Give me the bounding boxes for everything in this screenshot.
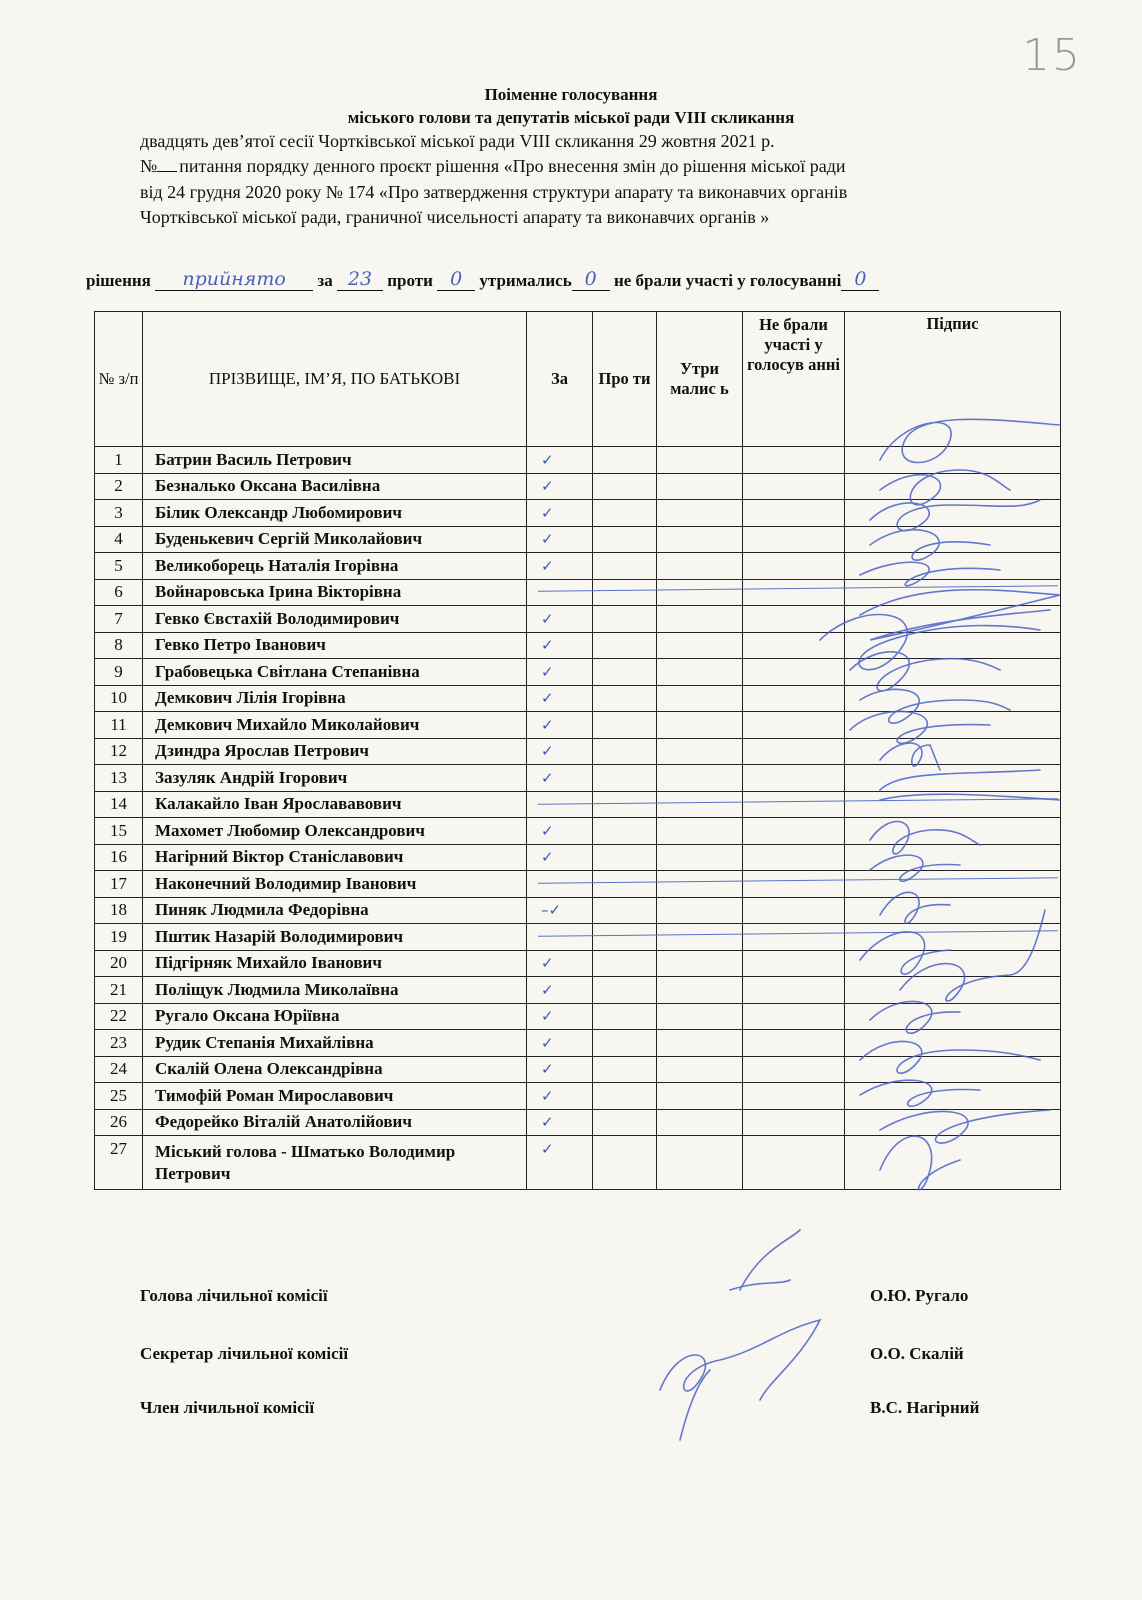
row-not-voted: [743, 500, 845, 527]
row-signature: [845, 500, 1061, 527]
row-not-voted: [743, 1030, 845, 1057]
row-abstained: [657, 632, 743, 659]
not-voted-count: 0: [841, 268, 879, 291]
row-for-mark: ✓: [527, 712, 593, 739]
row-not-voted: [743, 1056, 845, 1083]
table-row: [95, 1109, 1061, 1136]
row-signature: [845, 897, 1061, 924]
row-for-mark: ✓: [527, 818, 593, 845]
row-signature: [845, 871, 1061, 898]
member-role: Член лічильної комісії: [140, 1398, 315, 1417]
row-signature: [845, 977, 1061, 1004]
table-row: [95, 447, 1061, 474]
chair-name: О.Ю. Ругало: [870, 1286, 969, 1305]
row-against: [593, 632, 657, 659]
table-row: [95, 526, 1061, 553]
row-signature: [845, 1083, 1061, 1110]
row-against: [593, 1056, 657, 1083]
signature-scribble: [730, 1230, 800, 1290]
row-number: 27: [95, 1136, 143, 1190]
secretary-role: Секретар лічильної комісії: [140, 1344, 349, 1363]
row-not-voted: [743, 473, 845, 500]
row-against: [593, 765, 657, 792]
row-against: [593, 553, 657, 580]
row-abstained: [657, 897, 743, 924]
table-row: [95, 950, 1061, 977]
table-row: [95, 1083, 1061, 1110]
row-against: [593, 897, 657, 924]
row-signature: [845, 685, 1061, 712]
row-against: [593, 1030, 657, 1057]
row-for-mark: [527, 871, 593, 898]
header-name: ПРІЗВИЩЕ, ІМ’Я, ПО БАТЬКОВІ: [143, 312, 527, 447]
row-against: [593, 871, 657, 898]
row-abstained: [657, 473, 743, 500]
row-number: 19: [95, 924, 143, 951]
row-not-voted: [743, 447, 845, 474]
row-number: 8: [95, 632, 143, 659]
item-number-prefix: №: [140, 156, 158, 176]
row-number: 13: [95, 765, 143, 792]
table-row: [95, 924, 1061, 951]
row-name: Підгірняк Михайло Іванович: [143, 950, 527, 977]
row-number: 14: [95, 791, 143, 818]
table-row: [95, 1030, 1061, 1057]
row-for-mark: ✓: [527, 765, 593, 792]
row-against: [593, 579, 657, 606]
row-against: [593, 659, 657, 686]
header-signature: Підпис: [845, 312, 1061, 447]
row-for-mark: ✓: [527, 1003, 593, 1030]
row-not-voted: [743, 950, 845, 977]
row-against: [593, 685, 657, 712]
row-against: [593, 844, 657, 871]
row-number: 20: [95, 950, 143, 977]
row-not-voted: [743, 738, 845, 765]
row-for-mark: ✓: [527, 738, 593, 765]
row-number: 12: [95, 738, 143, 765]
row-for-mark: ✓: [527, 844, 593, 871]
row-name: Великоборець Наталія Ігорівна: [143, 553, 527, 580]
row-number: 7: [95, 606, 143, 633]
row-for-mark: ✓: [527, 977, 593, 1004]
row-abstained: [657, 712, 743, 739]
row-name: Махомет Любомир Олександрович: [143, 818, 527, 845]
row-number: 2: [95, 473, 143, 500]
row-name: Нагірний Віктор Станіславович: [143, 844, 527, 871]
row-for-mark: ✓: [527, 447, 593, 474]
row-signature: [845, 447, 1061, 474]
row-name: Калакайло Іван Ярослававович: [143, 791, 527, 818]
row-against: [593, 1003, 657, 1030]
table-row: [95, 579, 1061, 606]
row-name: Демкович Михайло Миколайович: [143, 712, 527, 739]
document-title: Поіменне голосування: [484, 85, 658, 104]
abstained-count: 0: [572, 268, 610, 291]
row-number: 18: [95, 897, 143, 924]
row-against: [593, 950, 657, 977]
row-against: [593, 977, 657, 1004]
row-not-voted: [743, 685, 845, 712]
agenda-item-line-3: Чортківської міської ради, граничної чисельності апарату та виконавчих органів »: [140, 207, 770, 227]
header-abstained: Утри малис ь: [657, 312, 743, 447]
row-against: [593, 606, 657, 633]
table-row: [95, 818, 1061, 845]
row-abstained: [657, 977, 743, 1004]
document-subtitle: міського голови та депутатів міської ради VIII скликання: [347, 108, 795, 127]
row-abstained: [657, 447, 743, 474]
row-name: Пиняк Людмила Федорівна: [143, 897, 527, 924]
table-row: [95, 473, 1061, 500]
abstained-label: утримались: [479, 271, 572, 290]
row-not-voted: [743, 526, 845, 553]
row-signature: [845, 950, 1061, 977]
row-signature: [845, 659, 1061, 686]
row-number: 1: [95, 447, 143, 474]
row-for-mark: –✓: [527, 897, 593, 924]
row-number: 23: [95, 1030, 143, 1057]
row-signature: [845, 553, 1061, 580]
row-number: 17: [95, 871, 143, 898]
table-row: [95, 1003, 1061, 1030]
row-for-mark: ✓: [527, 553, 593, 580]
row-name: Пштик Назарій Володимирович: [143, 924, 527, 951]
row-signature: [845, 924, 1061, 951]
row-signature: [845, 791, 1061, 818]
row-number: 5: [95, 553, 143, 580]
table-row: [95, 632, 1061, 659]
row-for-mark: ✓: [527, 500, 593, 527]
row-against: [593, 526, 657, 553]
row-signature: [845, 1136, 1061, 1190]
row-for-mark: ✓: [527, 473, 593, 500]
header-against: Про ти: [593, 312, 657, 447]
row-number: 22: [95, 1003, 143, 1030]
row-against: [593, 712, 657, 739]
row-signature: [845, 1109, 1061, 1136]
row-abstained: [657, 1136, 743, 1190]
row-abstained: [657, 1056, 743, 1083]
table-row: [95, 685, 1061, 712]
row-number: 3: [95, 500, 143, 527]
row-signature: [845, 579, 1061, 606]
row-against: [593, 1109, 657, 1136]
row-abstained: [657, 738, 743, 765]
row-for-mark: ✓: [527, 685, 593, 712]
row-not-voted: [743, 1003, 845, 1030]
row-abstained: [657, 685, 743, 712]
row-name: Войнаровська Ірина Вікторівна: [143, 579, 527, 606]
row-against: [593, 447, 657, 474]
row-signature: [845, 1003, 1061, 1030]
row-abstained: [657, 1003, 743, 1030]
chair-role: Голова лічильної комісії: [140, 1286, 328, 1305]
row-signature: [845, 1030, 1061, 1057]
row-number: 26: [95, 1109, 143, 1136]
row-for-mark: ✓: [527, 632, 593, 659]
table-row: [95, 1056, 1061, 1083]
header-for: За: [527, 312, 593, 447]
item-number-blank: [157, 157, 177, 172]
row-name: Наконечний Володимир Іванович: [143, 871, 527, 898]
table-row: [95, 897, 1061, 924]
row-for-mark: ✓: [527, 606, 593, 633]
row-abstained: [657, 526, 743, 553]
row-for-mark: ✓: [527, 950, 593, 977]
row-name: Скалій Олена Олександрівна: [143, 1056, 527, 1083]
row-not-voted: [743, 579, 845, 606]
signature-scribble: [680, 1370, 710, 1440]
row-name: Рудик Степанія Михайлівна: [143, 1030, 527, 1057]
row-name: Поліщук Людмила Миколаївна: [143, 977, 527, 1004]
row-name: Тимофій Роман Мирославович: [143, 1083, 527, 1110]
row-name: Грабовецька Світлана Степанівна: [143, 659, 527, 686]
table-row: [95, 844, 1061, 871]
row-name: Федорейко Віталій Анатолійович: [143, 1109, 527, 1136]
row-name: Гевко Петро Іванович: [143, 632, 527, 659]
row-not-voted: [743, 791, 845, 818]
secretary-name: О.О. Скалій: [870, 1344, 964, 1363]
row-not-voted: [743, 632, 845, 659]
row-for-mark: ✓: [527, 1083, 593, 1110]
not-voted-label: не брали участі у голосуванні: [613, 271, 842, 290]
member-name: В.С. Нагірний: [870, 1398, 980, 1417]
row-number: 10: [95, 685, 143, 712]
row-for-mark: ✓: [527, 1030, 593, 1057]
voting-table: [94, 311, 1061, 1190]
for-label: за: [317, 271, 333, 290]
row-signature: [845, 738, 1061, 765]
row-name: Демкович Лілія Ігорівна: [143, 685, 527, 712]
header-number: № з/п: [95, 312, 143, 447]
row-abstained: [657, 553, 743, 580]
table-row: [95, 738, 1061, 765]
row-number: 11: [95, 712, 143, 739]
table-row: [95, 659, 1061, 686]
row-number: 6: [95, 579, 143, 606]
row-signature: [845, 526, 1061, 553]
row-abstained: [657, 1083, 743, 1110]
row-abstained: [657, 606, 743, 633]
row-abstained: [657, 659, 743, 686]
row-not-voted: [743, 659, 845, 686]
row-abstained: [657, 950, 743, 977]
table-row: [95, 500, 1061, 527]
agenda-item-text-1: питання порядку денного проєкт рішення «Про внесення змін до рішення міської ради: [179, 156, 846, 176]
row-signature: [845, 765, 1061, 792]
row-against: [593, 818, 657, 845]
row-name: Міський голова - Шматько Володимир Петрович: [143, 1136, 527, 1190]
row-number: 4: [95, 526, 143, 553]
row-abstained: [657, 871, 743, 898]
row-signature: [845, 1056, 1061, 1083]
row-name: Ругало Оксана Юріївна: [143, 1003, 527, 1030]
signature-scribble: [660, 1320, 820, 1400]
row-number: 9: [95, 659, 143, 686]
row-not-voted: [743, 871, 845, 898]
row-abstained: [657, 765, 743, 792]
row-for-mark: ✓: [527, 526, 593, 553]
row-not-voted: [743, 897, 845, 924]
row-for-mark: ✓: [527, 1056, 593, 1083]
against-label: проти: [387, 271, 433, 290]
row-not-voted: [743, 1083, 845, 1110]
row-name: Буденькевич Сергій Миколайович: [143, 526, 527, 553]
row-name: Дзиндра Ярослав Петрович: [143, 738, 527, 765]
row-against: [593, 473, 657, 500]
row-not-voted: [743, 844, 845, 871]
row-abstained: [657, 1109, 743, 1136]
row-for-mark: ✓: [527, 659, 593, 686]
table-row: [95, 765, 1061, 792]
row-number: 16: [95, 844, 143, 871]
row-not-voted: [743, 712, 845, 739]
table-header-row: [95, 312, 1061, 447]
row-against: [593, 1136, 657, 1190]
row-not-voted: [743, 818, 845, 845]
row-name: Батрин Василь Петрович: [143, 447, 527, 474]
row-not-voted: [743, 924, 845, 951]
row-number: 24: [95, 1056, 143, 1083]
row-abstained: [657, 844, 743, 871]
row-signature: [845, 632, 1061, 659]
decision-label: рішення: [86, 271, 151, 290]
row-for-mark: ✓: [527, 1109, 593, 1136]
row-not-voted: [743, 606, 845, 633]
row-name: Гевко Євстахій Володимирович: [143, 606, 527, 633]
row-name: Безналько Оксана Василівна: [143, 473, 527, 500]
row-abstained: [657, 579, 743, 606]
row-not-voted: [743, 977, 845, 1004]
row-number: 21: [95, 977, 143, 1004]
for-count: 23: [337, 268, 383, 291]
row-for-mark: ✓: [527, 1136, 593, 1190]
row-for-mark: [527, 579, 593, 606]
agenda-item-line-2: від 24 грудня 2020 року № 174 «Про затвердження структури апарату та виконавчих органів: [140, 182, 848, 202]
against-count: 0: [437, 268, 475, 291]
row-not-voted: [743, 1136, 845, 1190]
row-not-voted: [743, 553, 845, 580]
session-line: двадцять дев’ятої сесії Чортківської міської ради VIII скликання 29 жовтня 2021 р.: [140, 131, 775, 151]
row-signature: [845, 473, 1061, 500]
row-abstained: [657, 1030, 743, 1057]
row-name: Зазуляк Андрій Ігорович: [143, 765, 527, 792]
table-row: [95, 553, 1061, 580]
row-abstained: [657, 791, 743, 818]
row-signature: [845, 606, 1061, 633]
table-row: [95, 606, 1061, 633]
row-against: [593, 500, 657, 527]
row-name: Білик Олександр Любомирович: [143, 500, 527, 527]
agenda-item-line-1: [140, 156, 846, 177]
row-number: 25: [95, 1083, 143, 1110]
table-row: [95, 712, 1061, 739]
row-signature: [845, 844, 1061, 871]
header-not-voted: Не брали участі у голосув анні: [743, 312, 845, 447]
table-row: [95, 1136, 1061, 1190]
row-not-voted: [743, 1109, 845, 1136]
row-number: 15: [95, 818, 143, 845]
row-abstained: [657, 500, 743, 527]
decision-summary: [86, 268, 1086, 291]
row-signature: [845, 712, 1061, 739]
page-number: 15: [1022, 30, 1082, 81]
table-row: [95, 871, 1061, 898]
row-abstained: [657, 818, 743, 845]
row-against: [593, 924, 657, 951]
table-row: [95, 977, 1061, 1004]
row-against: [593, 791, 657, 818]
row-against: [593, 1083, 657, 1110]
row-against: [593, 738, 657, 765]
row-signature: [845, 818, 1061, 845]
row-for-mark: [527, 924, 593, 951]
row-not-voted: [743, 765, 845, 792]
row-abstained: [657, 924, 743, 951]
decision-value: прийнято: [155, 268, 313, 291]
